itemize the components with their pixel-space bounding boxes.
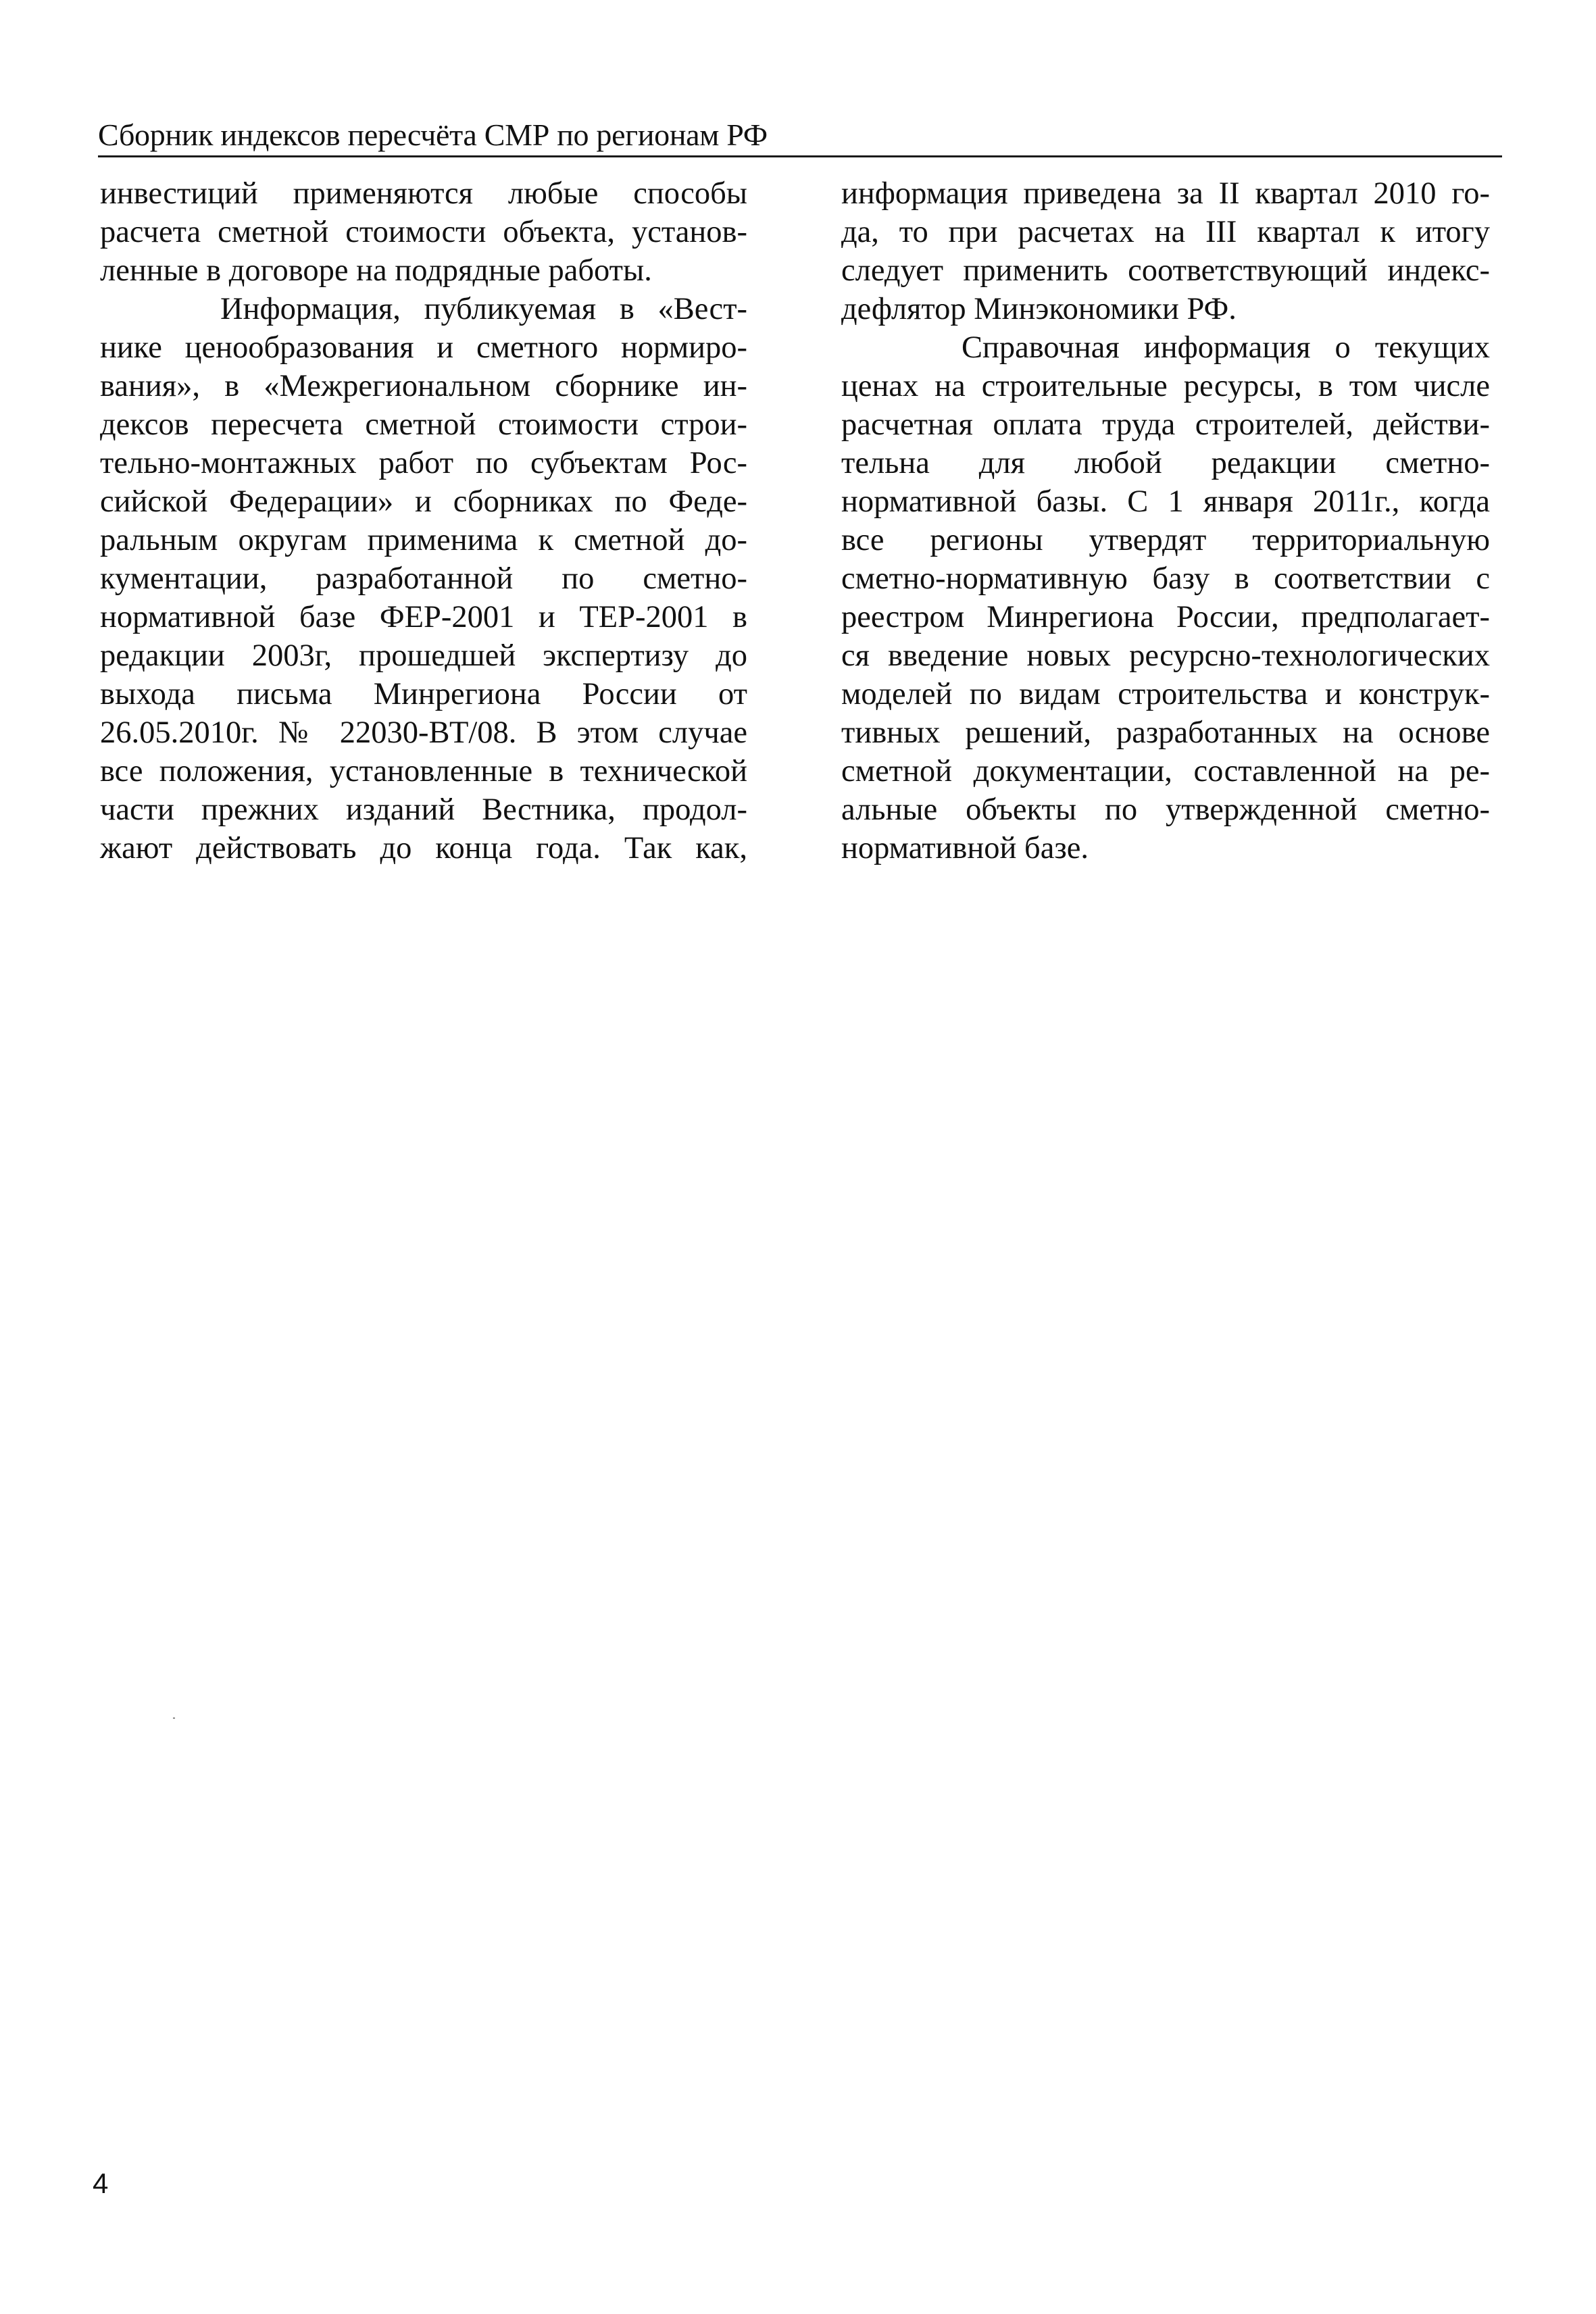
text-line: все положения, установленные в технической: [100, 754, 747, 788]
right-paragraph-2: [841, 328, 1490, 867]
text-line: следует применить соответствующий индекс-: [841, 253, 1490, 288]
header-rule: [98, 155, 1502, 157]
text-line: информация приведена за II квартал 2010 го-: [841, 176, 1490, 211]
right-column: [841, 174, 1490, 867]
text-line: альные объекты по утвержденной сметно-: [841, 793, 1490, 827]
text-line: все регионы утвердят территориальную: [841, 523, 1490, 557]
text-line: тивных решений, разработанных на основе: [841, 715, 1490, 750]
text-line: сийской Федерации» и сборниках по Феде-: [100, 484, 747, 519]
text-line: жают действовать до конца года. Так как,: [100, 831, 747, 865]
running-header-title: Сборник индексов пересчёта СМР по регионам РФ: [98, 118, 768, 152]
text-line: ральным округам применима к сметной до-: [100, 523, 747, 557]
text-line: ленные в договоре на подрядные работы.: [100, 253, 652, 288]
scan-speck: [173, 1717, 175, 1719]
left-paragraph-1: [100, 174, 747, 290]
text-line: части прежних изданий Вестника, продол-: [100, 793, 747, 827]
text-line: моделей по видам строительства и конструк-: [841, 677, 1490, 711]
right-paragraph-1: [841, 174, 1490, 328]
text-line: Информация, публикуемая в «Вест-: [220, 292, 747, 326]
text-line: нормативной базы. С 1 января 2011г., когда: [841, 484, 1490, 519]
text-line: ценах на строительные ресурсы, в том числе: [841, 369, 1490, 403]
text-line: сметно-нормативную базу в соответствии с: [841, 561, 1490, 596]
page-number: 4: [93, 2167, 109, 2199]
text-line: нике ценообразования и сметного нормиро-: [100, 330, 747, 365]
text-line: вания», в «Межрегиональном сборнике ин-: [100, 369, 747, 403]
page-header: [98, 116, 1502, 158]
text-line: тельна для любой редакции сметно-: [841, 446, 1490, 480]
text-line: дефлятор Минэкономики РФ.: [841, 292, 1237, 326]
left-paragraph-2: [100, 290, 747, 867]
text-line: нормативной базе.: [841, 831, 1089, 865]
text-line: ся введение новых ресурсно-технологических: [841, 638, 1490, 673]
text-line: реестром Минрегиона России, предполагает-: [841, 600, 1490, 634]
text-line: инвестиций применяются любые способы: [100, 176, 747, 211]
text-line: тельно-монтажных работ по субъектам Рос-: [100, 446, 747, 480]
text-line: расчета сметной стоимости объекта, установ-: [100, 215, 747, 249]
text-line: выхода письма Минрегиона России от: [100, 677, 747, 711]
text-line: кументации, разработанной по сметно-: [100, 561, 747, 596]
text-line: 26.05.2010г. № 22030-ВТ/08. В этом случае: [100, 715, 747, 750]
text-line: сметной документации, составленной на ре-: [841, 754, 1490, 788]
text-line: нормативной базе ФЕР-2001 и ТЕР-2001 в: [100, 600, 747, 634]
left-column: [100, 174, 747, 867]
text-line: редакции 2003г, прошедшей экспертизу до: [100, 638, 747, 673]
text-line: дексов пересчета сметной стоимости строи-: [100, 407, 747, 442]
text-line: да, то при расчетах на III квартал к итогу: [841, 215, 1490, 249]
text-line: расчетная оплата труда строителей, действи-: [841, 407, 1490, 442]
text-line: Справочная информация о текущих: [962, 330, 1490, 365]
